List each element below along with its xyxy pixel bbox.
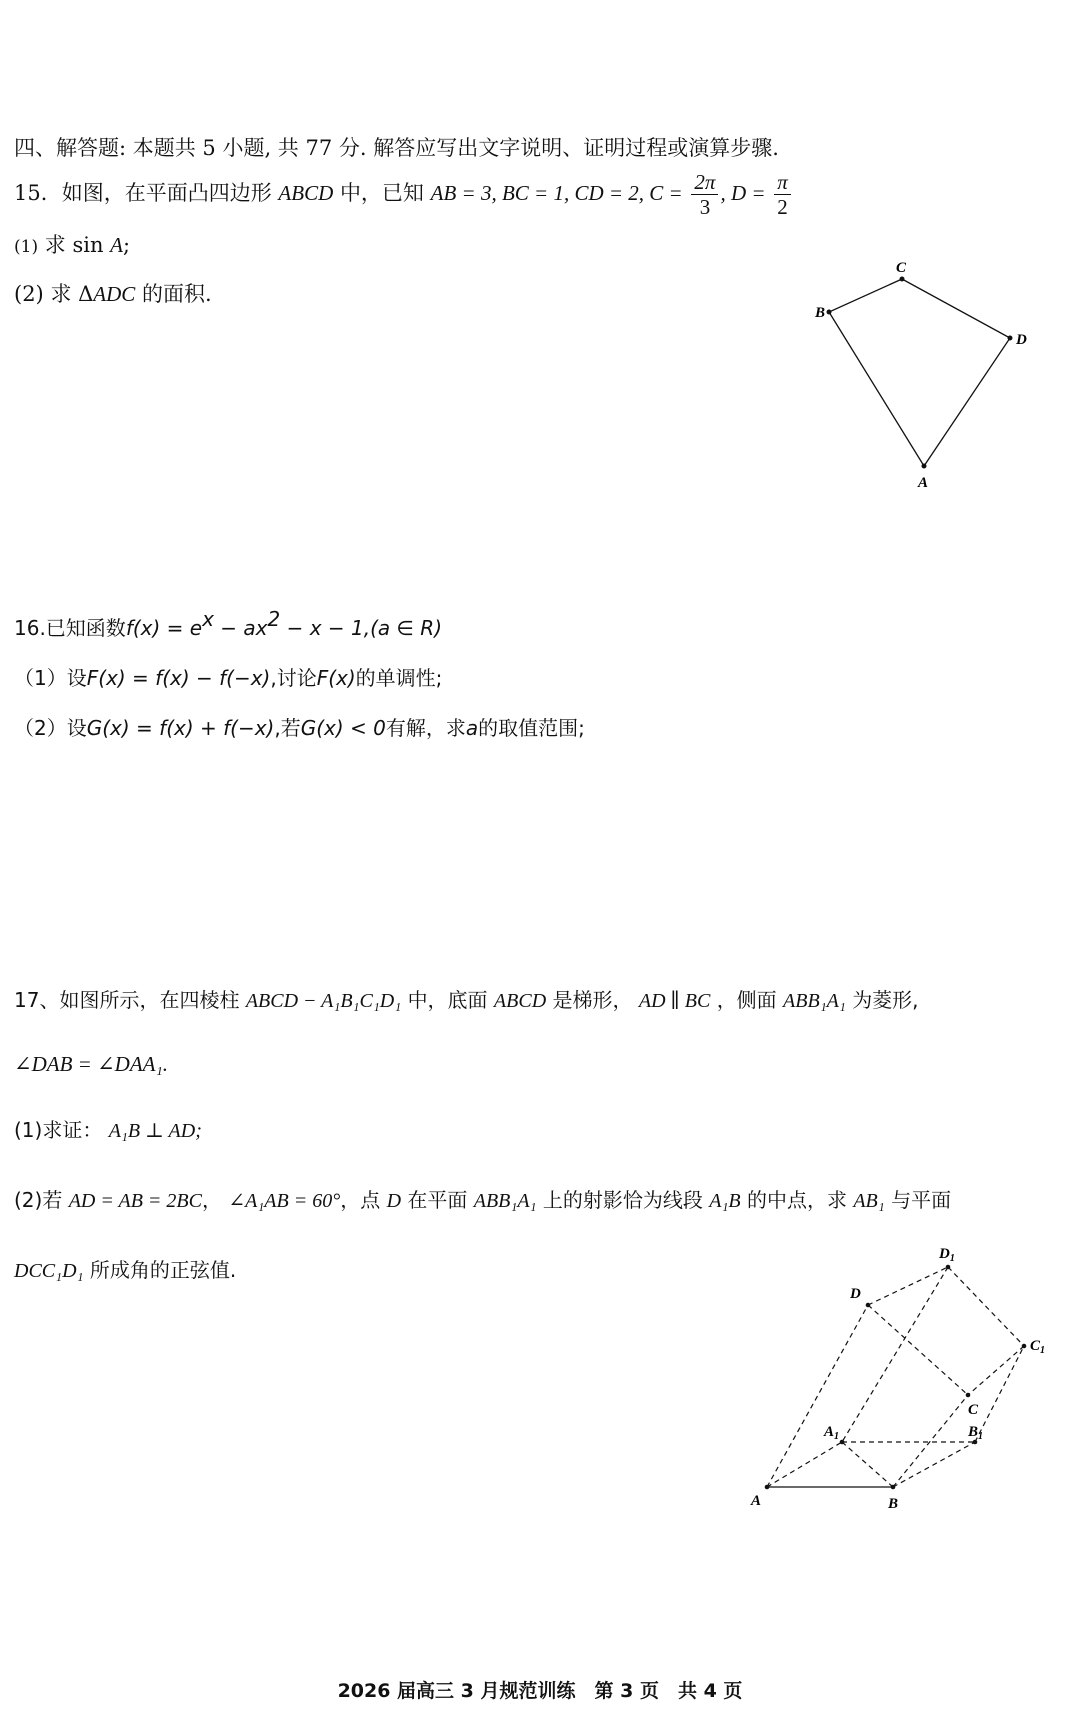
point-b: [827, 310, 832, 315]
label-d: D: [850, 1286, 861, 1302]
quadrilateral-figure: [810, 258, 1040, 498]
label-b: B: [888, 1496, 899, 1512]
q17-part2-cont: DCC₁D₁ 所成角的正弦值.: [14, 1258, 237, 1282]
label-b1: $B_1$: [968, 1424, 984, 1442]
q17-angle-condition: ∠DAB = ∠DAA₁.: [14, 1052, 169, 1076]
label-a: A: [751, 1493, 762, 1509]
point-c: [900, 277, 905, 282]
page-footer: 2026 届高三 3 月规范训练 第 3 页 共 4 页: [337, 1680, 743, 1702]
q16-statement: 16.已知函数$f(x) = e^x - ax^2 - x - 1,(a$ ∈ R): [14, 607, 442, 640]
q16-part1: （1）设F(x) = f(x) − f(−x),讨论F(x)的单调性;: [14, 666, 443, 690]
d-fraction: $\frac{\pi}{2}$: [774, 170, 791, 219]
q17-part2: (2)若 AD = AB = 2BC， ∠A₁AB = 60°，点 D 在平面 ABB₁A₁ 上的射影恰为线段 A₁B 的中点，求 AB₁ 与平面: [14, 1188, 952, 1212]
label-a: A: [918, 475, 929, 491]
point-d: [1008, 336, 1013, 341]
c-fraction: $\frac{2\pi}{3}$: [691, 170, 718, 219]
q17-statement: 17、如图所示，在四棱柱 ABCD − A₁B₁C₁D₁ 中，底面 ABCD 是梯形， AD ∥ BC ，侧面 ABB₁A₁ 为菱形,: [14, 988, 919, 1012]
point-a: [922, 464, 927, 469]
label-d1: $D_1$: [939, 1246, 955, 1264]
label-d: D: [1016, 332, 1027, 348]
section-heading: 四、解答题: 本题共 5 小题, 共 77 分. 解答应写出文字说明、证明过程或演算步骤.: [14, 136, 779, 160]
q16-part2: （2）设G(x) = f(x) + f(−x),若G(x) < 0有解，求a的取值范围;: [14, 716, 585, 740]
label-c: C: [968, 1402, 979, 1418]
label-c1: $C_1$: [1030, 1338, 1046, 1356]
prism-figure: [740, 1232, 1070, 1522]
label-c: C: [896, 260, 907, 276]
q15-statement: 15．如图，在平面凸四边形 ABCD 中，已知 AB = 3, BC = 1, CD = 2, C = $\frac{2\pi}{3}$ , D = $\frac{\pi}{2}$: [14, 170, 793, 219]
q15-part2: (2) 求 ΔADC 的面积.: [14, 282, 212, 306]
label-a1: $A_1$: [824, 1424, 840, 1442]
q17-part1: (1)求证： A₁B ⊥ AD;: [14, 1118, 202, 1142]
q15-part1: (1) 求 sin A;: [14, 233, 131, 257]
label-b: B: [815, 305, 826, 321]
